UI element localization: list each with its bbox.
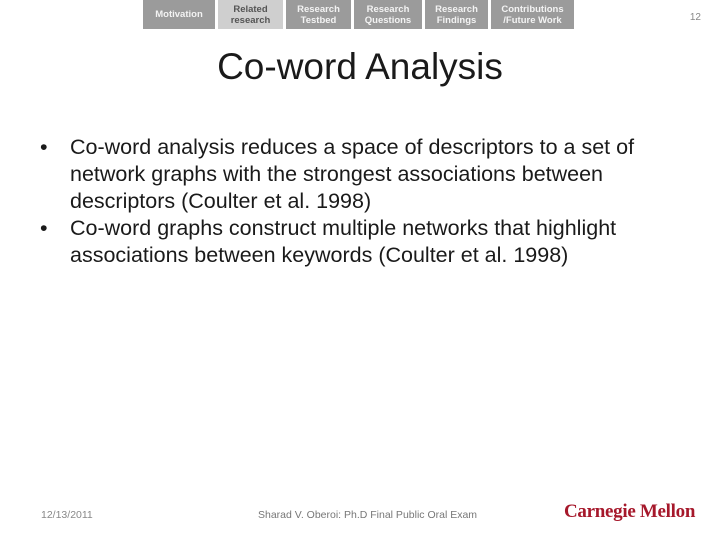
footer-date: 12/13/2011 xyxy=(41,509,93,521)
section-nav xyxy=(143,0,577,29)
nav-tab-research-findings[interactable]: Research Findings xyxy=(425,0,488,29)
bullet-text: Co-word analysis reduces a space of descriptors to a set of network graphs with the strongest associations between descriptors (Coulter et al. 1998) xyxy=(70,135,635,213)
bullet-list xyxy=(40,134,680,269)
bullet-item xyxy=(40,134,680,215)
slide-title: Co-word Analysis xyxy=(217,46,503,87)
bullet-text: Co-word graphs construct multiple networks that highlight associations between keywords (Coulter et al. 1998) xyxy=(70,216,617,267)
nav-tab-contributions[interactable]: Contributions /Future Work xyxy=(491,0,574,29)
carnegie-mellon-logo: Carnegie Mellon xyxy=(564,501,696,522)
nav-tab-research-questions[interactable]: Research Questions xyxy=(354,0,422,29)
footer-presenter: Sharad V. Oberoi: Ph.D Final Public Oral Exam xyxy=(258,509,478,521)
nav-tab-research-testbed[interactable]: Research Testbed xyxy=(286,0,351,29)
nav-tab-motivation[interactable]: Motivation xyxy=(143,0,215,29)
bullet-dot-icon: • xyxy=(40,135,48,159)
bullet-item xyxy=(40,215,680,269)
bullet-dot-icon: • xyxy=(40,216,48,240)
nav-tab-related-research[interactable]: Related research xyxy=(218,0,283,29)
slide-number: 12 xyxy=(689,12,701,23)
